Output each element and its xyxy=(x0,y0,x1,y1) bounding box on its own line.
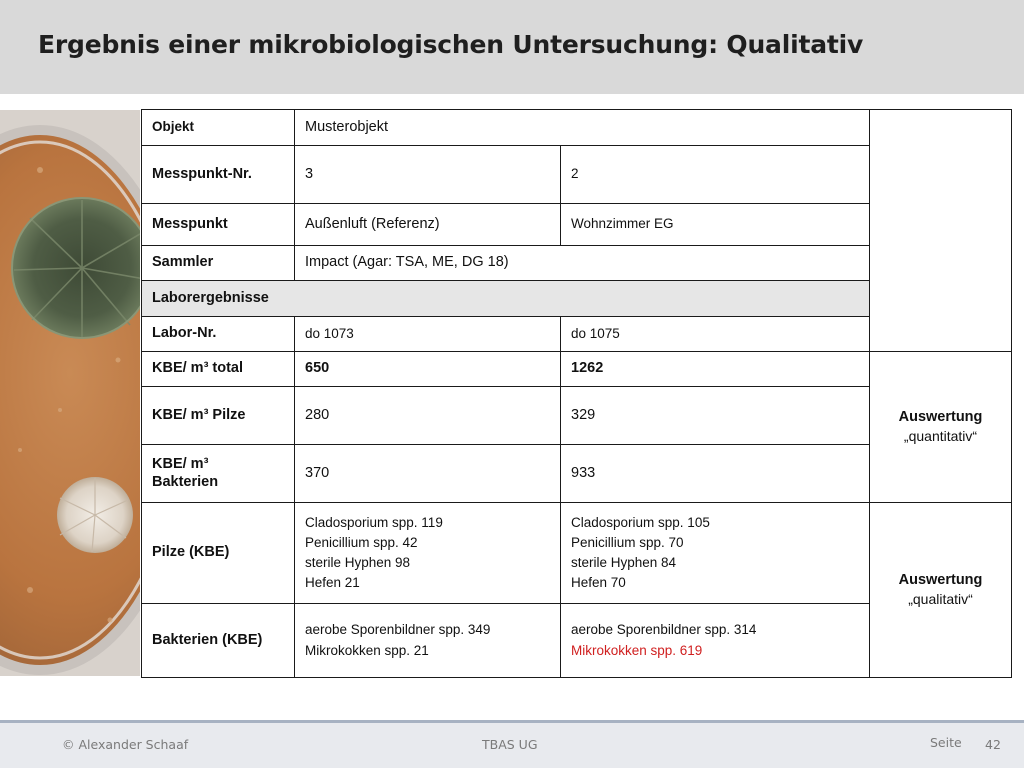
list-item: Mikrokokken spp. 21 xyxy=(305,642,429,658)
list-item: aerobe Sporenbildner spp. 349 xyxy=(305,622,491,638)
label-objekt: Objekt xyxy=(142,110,295,146)
label-pilze: Pilze (KBE) xyxy=(142,503,295,604)
list-item: Penicillium spp. 42 xyxy=(305,534,418,550)
auswertung-qual-heading: Auswertung xyxy=(898,571,983,588)
empty-side-cell xyxy=(870,110,1012,352)
auswertung-quantitativ xyxy=(870,352,1012,503)
label-bakterien: Bakterien (KBE) xyxy=(142,604,295,678)
kbe-pilze-a: 280 xyxy=(295,387,561,445)
list-item: Cladosporium spp. 119 xyxy=(305,514,443,530)
label-kbe-bakterien xyxy=(142,445,295,503)
labor-nr-b: do 1075 xyxy=(561,317,870,352)
list-item: sterile Hyphen 84 xyxy=(571,555,677,570)
label-kbe-bakterien-line1: KBE/ m³ xyxy=(152,456,209,473)
auswertung-qual-sub: „qualitativ“ xyxy=(908,591,973,608)
messpunkt-b: Wohnzimmer EG xyxy=(561,204,870,246)
kbe-bakterien-a: 370 xyxy=(295,445,561,503)
list-item: Cladosporium spp. 105 xyxy=(571,514,710,530)
kbe-total-a: 650 xyxy=(295,352,561,387)
label-labor-nr: Labor-Nr. xyxy=(142,317,295,352)
slide-title: Ergebnis einer mikrobiologischen Untersuchung: Qualitativ xyxy=(38,30,864,59)
kbe-total-b: 1262 xyxy=(561,352,870,387)
list-item-highlighted: Mikrokokken spp. 619 xyxy=(571,642,703,658)
bakterien-b xyxy=(561,604,870,678)
list-item: aerobe Sporenbildner spp. 314 xyxy=(571,622,757,638)
label-kbe-bakterien-line2: Bakterien xyxy=(152,473,219,490)
table-row xyxy=(142,110,1012,146)
list-item: Hefen 70 xyxy=(571,575,626,591)
table-row xyxy=(142,352,1012,387)
section-laborergebnisse: Laborergebnisse xyxy=(142,281,870,317)
auswertung-qualitativ xyxy=(870,503,1012,678)
messpunkt-a: Außenluft (Referenz) xyxy=(295,204,561,246)
pilze-a xyxy=(295,503,561,604)
messpunkt-nr-b: 2 xyxy=(561,146,870,204)
pilze-b xyxy=(561,503,870,604)
label-messpunkt: Messpunkt xyxy=(142,204,295,246)
auswertung-quant-sub: „quantitativ“ xyxy=(903,428,978,445)
value-sammler: Impact (Agar: TSA, ME, DG 18) xyxy=(295,246,870,281)
label-messpunkt-nr: Messpunkt-Nr. xyxy=(142,146,295,204)
footer-company: TBAS UG xyxy=(482,737,538,752)
labor-nr-a: do 1073 xyxy=(295,317,561,352)
title-bar xyxy=(0,0,1024,94)
list-item: sterile Hyphen 98 xyxy=(305,555,411,570)
value-objekt: Musterobjekt xyxy=(295,110,870,146)
footer-page-label: Seite xyxy=(930,735,962,750)
label-kbe-pilze: KBE/ m³ Pilze xyxy=(142,387,295,445)
petri-dish-photo xyxy=(0,110,140,676)
label-sammler: Sammler xyxy=(142,246,295,281)
kbe-pilze-b: 329 xyxy=(561,387,870,445)
list-item: Penicillium spp. 70 xyxy=(571,534,684,550)
messpunkt-nr-a: 3 xyxy=(295,146,561,204)
footer-copyright: © Alexander Schaaf xyxy=(62,737,189,752)
auswertung-quant-heading: Auswertung xyxy=(898,408,983,425)
kbe-bakterien-b: 933 xyxy=(561,445,870,503)
label-kbe-total: KBE/ m³ total xyxy=(142,352,295,387)
footer xyxy=(0,723,1024,768)
bakterien-a xyxy=(295,604,561,678)
table-row xyxy=(142,503,1012,604)
results-table xyxy=(141,109,1012,678)
footer-page-number: 42 xyxy=(985,737,1001,752)
list-item: Hefen 21 xyxy=(305,575,360,591)
